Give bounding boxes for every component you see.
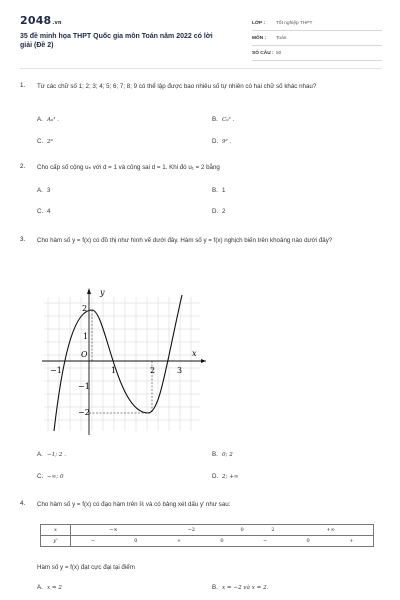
x-tick-label: 1 xyxy=(111,366,117,375)
option-letter: D. xyxy=(212,208,219,215)
y-axis-arrow-icon xyxy=(87,288,91,294)
question-text: Cho hàm số y = f(x) có đạo hàm trên ℝ và có bảng xét dấu y' như sau: xyxy=(37,501,231,508)
site-logo[interactable] xyxy=(20,14,62,27)
option-letter: D. xyxy=(212,473,219,480)
option-text: 1 xyxy=(222,187,226,194)
question-1 xyxy=(20,82,380,152)
option-letter: A. xyxy=(37,116,43,123)
logo-text: 2048 xyxy=(20,14,52,27)
sign-table xyxy=(40,524,374,547)
table-cell: −∞ xyxy=(71,525,156,536)
y-tick-label: −2 xyxy=(78,408,90,417)
option-c[interactable] xyxy=(37,208,50,215)
q3-option-a[interactable] xyxy=(37,451,66,458)
option-text: 3 xyxy=(47,187,51,194)
function-graph xyxy=(40,285,210,437)
q4-option-a[interactable] xyxy=(37,584,62,591)
option-text: −∞; 0 xyxy=(47,474,64,480)
option-letter: C. xyxy=(37,208,44,215)
y-tick-label: 1 xyxy=(83,332,89,341)
option-a[interactable] xyxy=(37,116,59,123)
q3-option-b[interactable] xyxy=(212,451,233,458)
meta-value: 50 xyxy=(276,50,282,56)
question-4-followup: Hàm số y = f(x) đạt cực đại tại điểm xyxy=(37,564,135,571)
table-cell: 2 xyxy=(257,525,288,536)
option-letter: B. xyxy=(212,187,218,194)
question-text: Cho hàm số y = f(x) có đồ thị như hình vẽ dưới đây. Hàm số y = f(x) nghịch biến trên khoảng nào dưới đây? xyxy=(37,237,333,244)
option-d[interactable] xyxy=(212,138,231,145)
y-tick-label: −1 xyxy=(78,382,90,391)
question-number: 2. xyxy=(20,163,26,170)
sign-value: + xyxy=(349,538,354,544)
sign-row-values xyxy=(71,536,374,547)
option-text: 2⁹ xyxy=(47,139,53,145)
sign-row xyxy=(71,538,373,544)
meta-value: Toán xyxy=(276,35,287,41)
header-divider xyxy=(20,68,382,69)
option-c[interactable] xyxy=(37,138,53,145)
y-axis-label: y xyxy=(100,288,105,297)
meta-row-subject xyxy=(252,31,382,46)
option-letter: A. xyxy=(37,187,43,194)
table-cell: +∞ xyxy=(288,525,373,536)
option-text: 4 xyxy=(47,208,51,215)
sign-table-row-derivative xyxy=(41,536,374,547)
sign-value: − xyxy=(262,538,268,544)
document-title: 35 đề minh họa THPT Quốc gia môn Toán năm 2022 có lời giải (Đề 2) xyxy=(20,33,213,49)
question-text: Từ các chữ số 1; 2; 3; 4; 5; 6; 7; 8; 9 có thể lập được bao nhiêu số tự nhiên có hai chữ số khác nhau? xyxy=(37,83,317,90)
option-text: C₉² . xyxy=(222,117,235,123)
table-cell: y' xyxy=(41,536,71,547)
option-text: x = 2 xyxy=(47,585,62,591)
question-number: 4. xyxy=(20,500,26,507)
question-3 xyxy=(20,236,380,256)
q3-option-d[interactable] xyxy=(212,473,239,480)
sign-value: 0 xyxy=(306,538,310,544)
meta-row-class xyxy=(252,16,382,31)
x-tick-label: 2 xyxy=(150,366,156,375)
logo-suffix: .vn xyxy=(52,20,62,26)
meta-row-count xyxy=(252,46,382,61)
option-text: 9² . xyxy=(222,139,232,145)
question-2 xyxy=(20,163,380,218)
origin-label: O xyxy=(81,350,88,359)
sign-table-row-x xyxy=(41,525,374,536)
option-text: x = −2 và x = 2. xyxy=(222,585,269,591)
table-cell: x xyxy=(41,525,71,536)
sign-value: + xyxy=(176,538,182,544)
x-tick-label: 3 xyxy=(177,366,183,375)
q3-option-c[interactable] xyxy=(37,473,64,480)
option-letter: C. xyxy=(37,138,44,145)
meta-key: MÔN : xyxy=(252,35,267,41)
question-text: Cho cấp số cộng uₙ với d = 1 và công sai d = 1. Khi đó u₁ = 2 bằng xyxy=(37,164,220,171)
option-text: A₉² . xyxy=(47,117,60,123)
question-number: 3. xyxy=(20,236,26,243)
option-text: 0; 2 xyxy=(222,452,233,458)
meta-value: Tốt nghiệp THPT xyxy=(276,20,313,26)
option-a[interactable] xyxy=(37,187,50,194)
meta-key: SỐ CÂU : xyxy=(252,50,274,56)
option-letter: C. xyxy=(37,473,44,480)
table-cell: 0 xyxy=(227,525,258,536)
question-number: 1. xyxy=(20,82,26,89)
option-text: 2 xyxy=(222,208,226,215)
option-letter: D. xyxy=(212,138,219,145)
meta-key: LỚP : xyxy=(252,20,266,26)
sign-value: 0 xyxy=(134,538,138,544)
function-curve xyxy=(54,295,182,431)
option-text: 2; +∞ xyxy=(222,474,239,480)
document-header xyxy=(20,12,382,60)
table-cell: −2 xyxy=(156,525,227,536)
guide-lines xyxy=(89,310,152,413)
option-letter: B. xyxy=(212,584,218,591)
option-letter: B. xyxy=(212,451,218,458)
sign-value: − xyxy=(90,538,95,544)
option-text: −1; 2 . xyxy=(47,452,67,458)
sign-value: 0 xyxy=(220,538,224,544)
x-tick-label: −1 xyxy=(50,366,62,375)
x-axis-arrow-icon xyxy=(201,359,206,363)
option-letter: A. xyxy=(37,451,43,458)
option-d[interactable] xyxy=(212,208,225,215)
q4-option-b[interactable] xyxy=(212,584,268,591)
document-meta xyxy=(252,16,382,61)
option-letter: B. xyxy=(212,116,218,123)
option-b[interactable] xyxy=(212,187,225,194)
x-axis-label: x xyxy=(192,349,197,358)
option-letter: A. xyxy=(37,584,43,591)
question-4 xyxy=(20,500,380,512)
y-tick-label: 2 xyxy=(82,304,88,313)
option-b[interactable] xyxy=(212,116,234,123)
